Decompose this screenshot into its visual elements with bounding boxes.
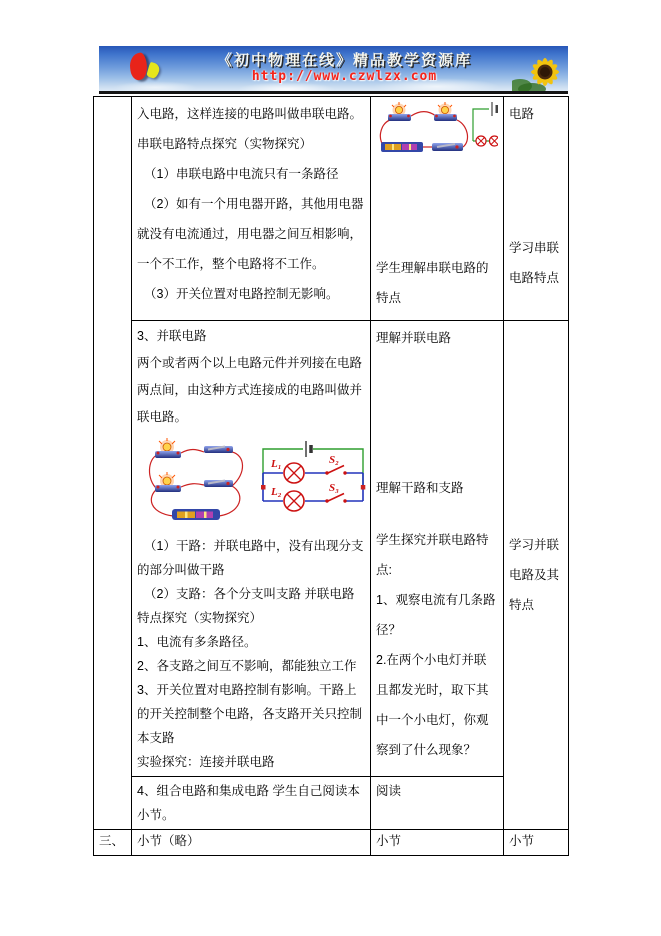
paragraph: 1、电流有多条路径。 [137, 635, 257, 649]
section-number: 三、 [99, 834, 125, 848]
series-content-cell [132, 97, 371, 321]
table-row [94, 97, 569, 321]
paragraph: （2）支路：各个分支叫支路 并联电路特点探究（实物探究） [137, 587, 355, 625]
paragraph: 两个或者两个以上电路元件并列接在电路两点间，由这种方式连接成的电路叫做并联电路。 [137, 356, 363, 424]
summary-activity-cell [371, 830, 504, 856]
paragraph: 小节（略） [137, 834, 200, 848]
lamp2-label: L₂ [271, 486, 282, 498]
parallel-note-cell [504, 321, 569, 830]
paragraph: 入电路，这样连接的电路叫做串联电路。 [137, 107, 363, 121]
note-text: 小节 [509, 834, 535, 848]
lesson-plan-table [93, 96, 569, 856]
series-activity-cell [371, 97, 504, 321]
paragraph: 3、并联电路 [137, 329, 207, 343]
paragraph: 2.在两个小电灯并联且都发光时，取下其中一个小电灯，你观察到了什么现象？ [376, 653, 489, 757]
series-activity-caption: 学生理解串联电路的特点 [376, 261, 489, 305]
section-number-cell [94, 97, 132, 830]
paragraph: （1）干路：并联电路中，没有出现分支的部分叫做干路 [137, 539, 364, 577]
paragraph: 理解干路和支路 [376, 481, 464, 495]
paragraph: （1）串联电路中电流只有一条路径 [144, 167, 339, 181]
note-text: 学习并联电路及其特点 [509, 538, 560, 612]
switch1-label: S₂ [329, 454, 339, 466]
paragraph: 4、组合电路和集成电路 学生自己阅读本小节。 [137, 784, 360, 822]
paragraph: 学生探究并联电路特点: [376, 533, 489, 577]
summary-content-cell [132, 830, 371, 856]
parallel-circuit-image [145, 437, 365, 530]
paragraph: 理解并联电路 [376, 331, 452, 345]
note-text: 学习串联电路特点 [509, 241, 560, 285]
parallel-content-cell [132, 321, 371, 777]
series-circuit-image [376, 99, 498, 161]
paragraph: 串联电路特点探究（实物探究） [137, 137, 313, 151]
reading-content-cell [132, 777, 371, 830]
note-text: 电路 [509, 107, 535, 121]
series-note-cell [504, 97, 569, 321]
paragraph: 1、观察电流有几条路径？ [376, 593, 496, 637]
paragraph: 小节 [376, 834, 402, 848]
summary-number-cell [94, 830, 132, 856]
parallel-activity-cell [371, 321, 504, 777]
paragraph: 3、开关位置对电路控制有影响。干路上的开关控制整个电路，各支路开关只控制本支路 [137, 683, 363, 745]
site-logo-icon [125, 50, 165, 86]
table-row [94, 321, 569, 777]
paragraph: 2、各支路之间互不影响，都能独立工作 [137, 659, 357, 673]
lamp1-label: L₁ [271, 458, 282, 470]
summary-note-cell [504, 830, 569, 856]
switch2-label: S₃ [329, 482, 339, 494]
sunflower-icon [512, 52, 564, 92]
table-row [94, 830, 569, 856]
banner-url-link[interactable]: http://www.czwlzx.com [251, 69, 438, 84]
logo-flame-shape [128, 52, 149, 81]
paragraph: 实验探究：连接并联电路 [137, 755, 275, 769]
site-banner [99, 46, 568, 94]
logo-leaf-shape [146, 62, 161, 79]
reading-activity-cell [371, 777, 504, 830]
banner-title: 《初中物理在线》精品教学资源库 [216, 53, 472, 69]
paragraph: （2）如有一个用电器开路，其他用电器就没有电流通过，用电器之间互相影响，一个不工作，整个电路将不工作。 [137, 197, 364, 271]
table-row [94, 777, 569, 830]
paragraph: （3）开关位置对电路控制无影响。 [144, 287, 339, 301]
paragraph: 阅读 [376, 784, 402, 798]
